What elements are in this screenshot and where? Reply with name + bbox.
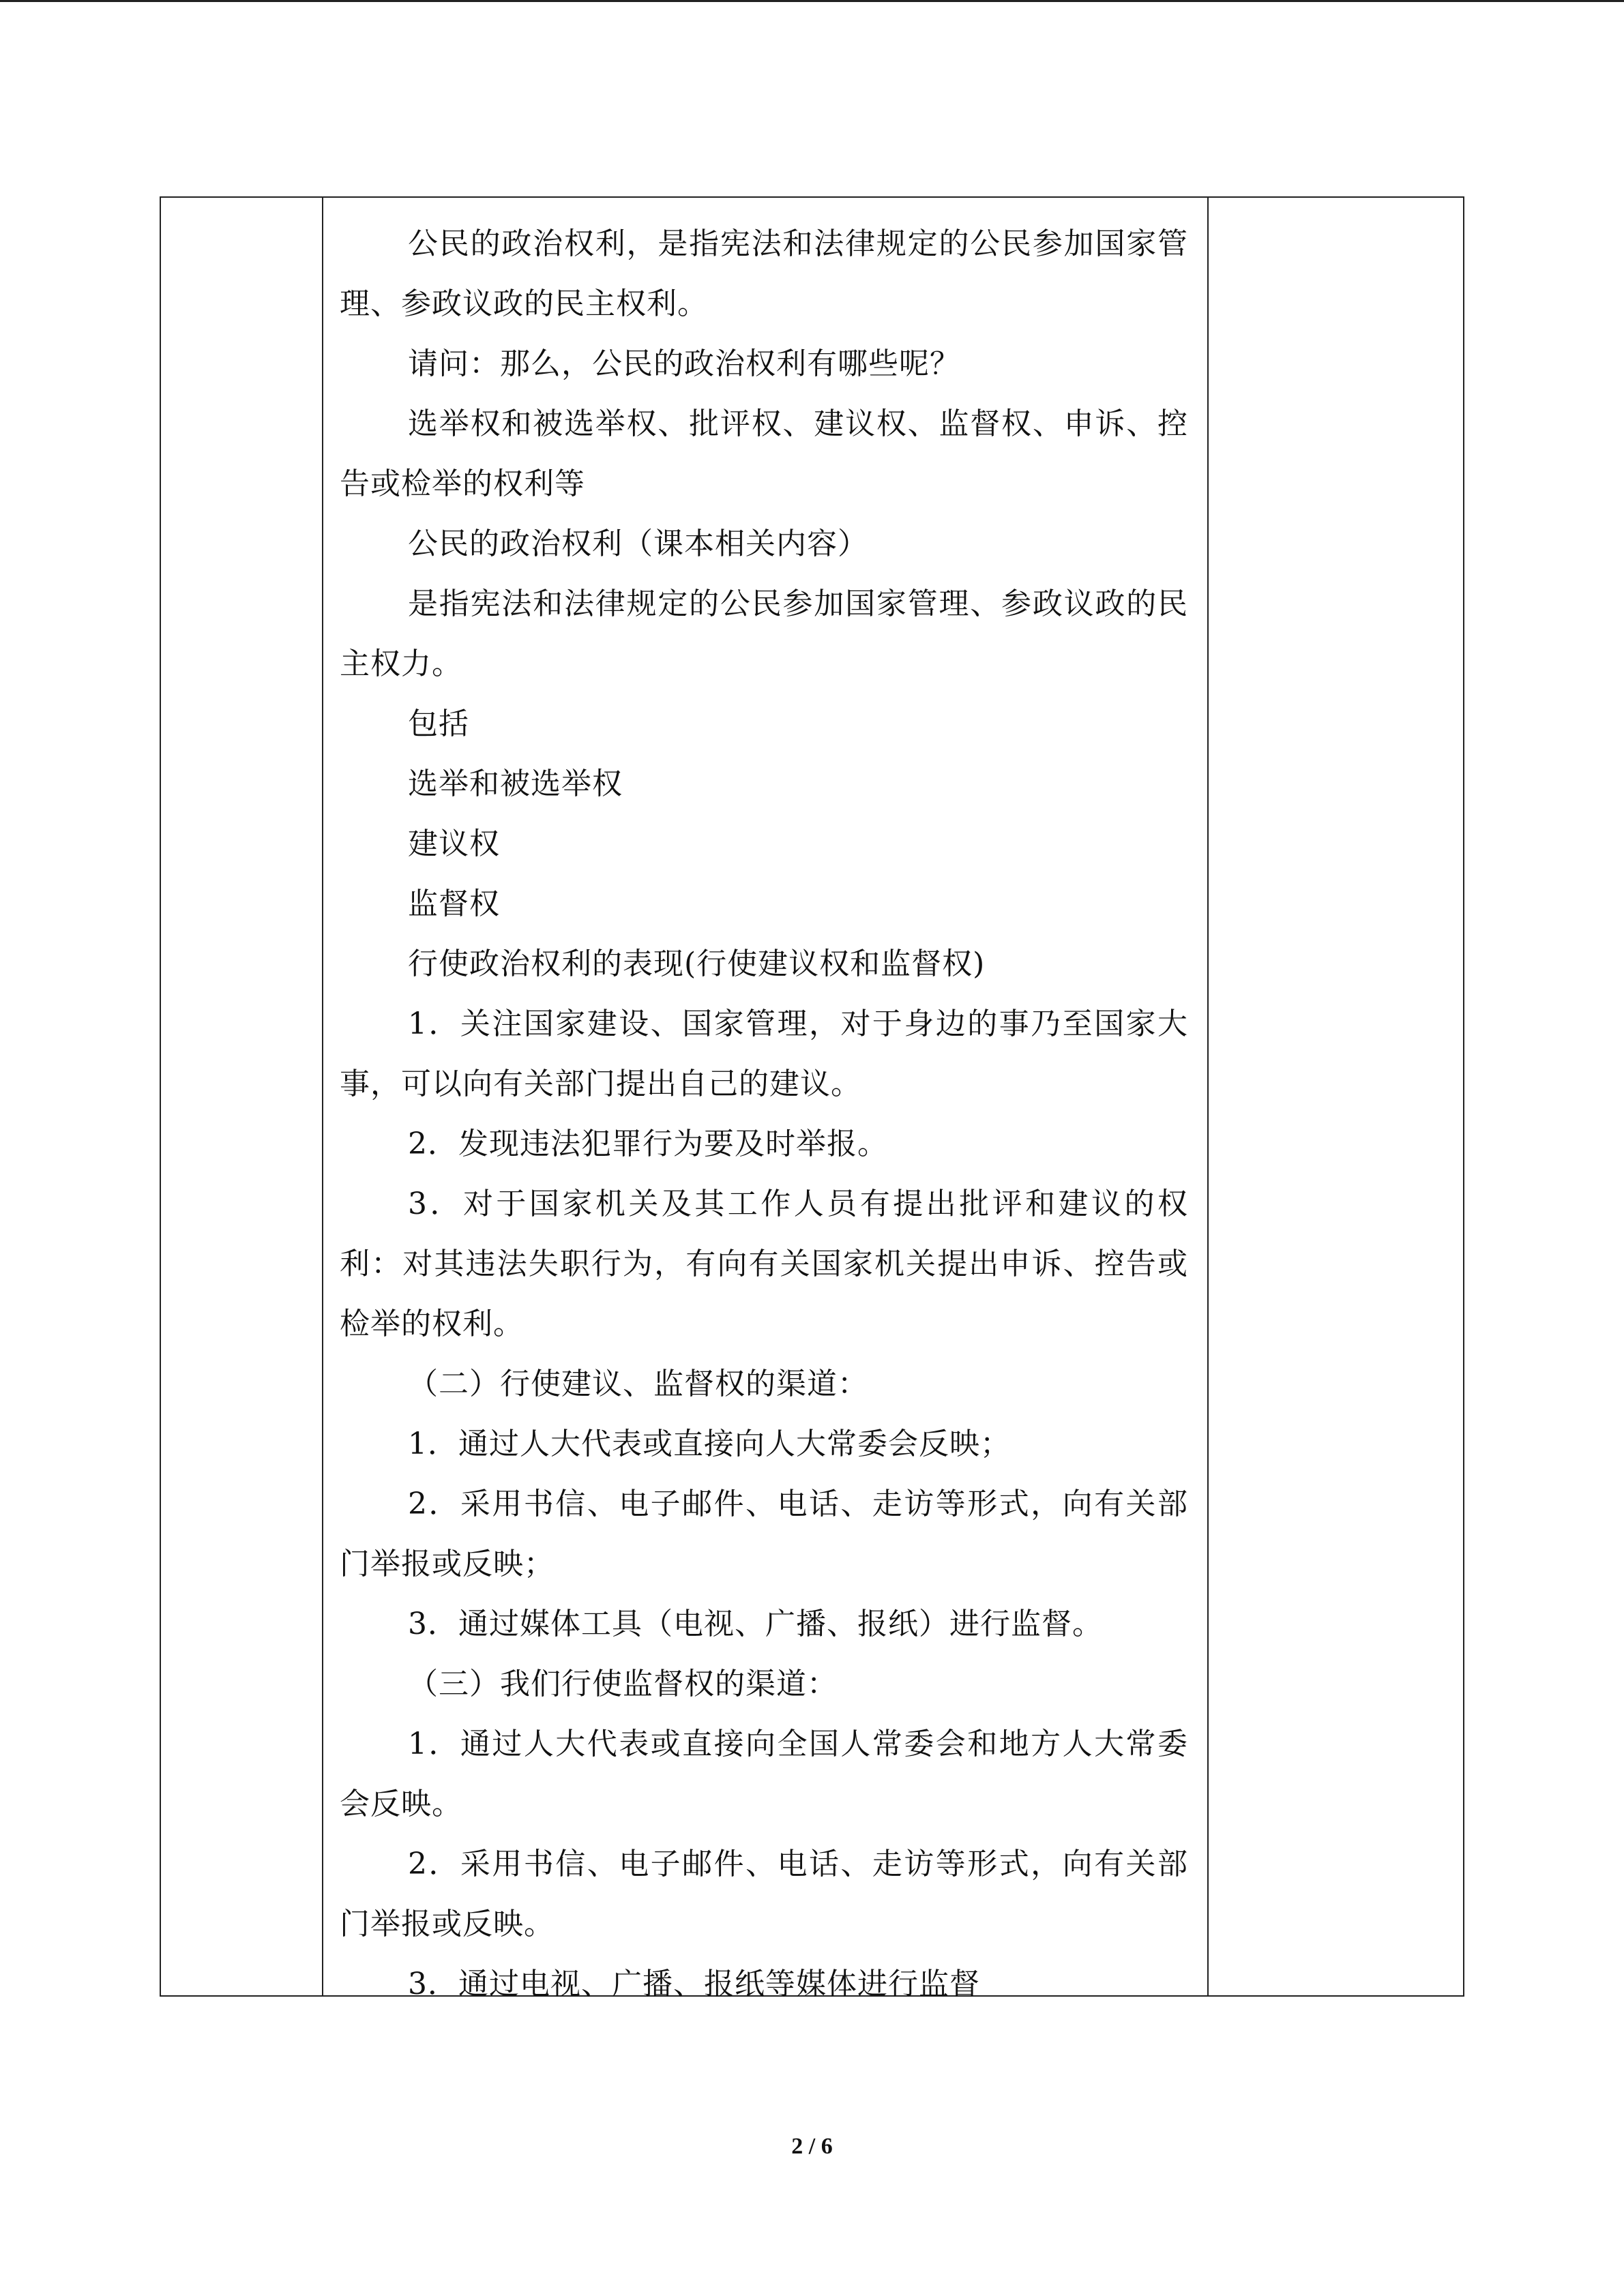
paragraph-answer: 选举权和被选举权、批评权、建议权、监督权、申诉、控告或检举的权利等 <box>340 406 1188 501</box>
paragraph-item-1: 1．关注国家建设、国家管理，对于身边的事乃至国家大事，可以向有关部门提出自己的建议。 <box>340 1007 1188 1101</box>
lesson-table <box>160 196 1464 2001</box>
paragraph-channel-3: 3．通过媒体工具（电视、广播、报纸）进行监督。 <box>408 1607 1103 1641</box>
paragraph-exercise-heading: 行使政治权利的表现(行使建议权和监督权) <box>408 946 986 981</box>
paragraph-supervision-right: 监督权 <box>408 886 500 921</box>
paragraph-supervision-channels-heading: （三）我们行使监督权的渠道： <box>408 1667 838 1701</box>
paragraph-suggestion-right: 建议权 <box>408 826 500 861</box>
top-border-line <box>0 0 1624 2</box>
paragraph-item-2: 2．发现违法犯罪行为要及时举报。 <box>408 1127 888 1161</box>
paragraph-channel-2: 2．采用书信、电子邮件、电话、走访等形式，向有关部门举报或反映； <box>340 1487 1188 1581</box>
paragraph-election-right: 选举和被选举权 <box>408 766 623 801</box>
paragraph-definition: 公民的政治权利，是指宪法和法律规定的公民参加国家管理、参政议政的民主权利。 <box>340 226 1188 321</box>
table-content-cell <box>323 198 1207 2001</box>
paragraph-supervision-channel-1: 1．通过人大代表或直接向全国人常委会和地方人大常委会反映。 <box>340 1727 1188 1821</box>
paragraph-question: 请问：那么，公民的政治权利有哪些呢？ <box>408 346 960 381</box>
paragraph-supervision-channel-3: 3．通过电视、广播、报纸等媒体进行监督 <box>408 1967 980 2001</box>
page-number: 2 / 6 <box>791 2134 833 2159</box>
paragraph-supervision-channel-2: 2．采用书信、电子邮件、电话、走访等形式，向有关部门举报或反映。 <box>340 1847 1188 1941</box>
paragraph-rights-definition: 是指宪法和法律规定的公民参加国家管理、参政议政的民主权力。 <box>340 586 1188 681</box>
paragraph-channels-heading: （二）行使建议、监督权的渠道： <box>408 1367 868 1401</box>
paragraph-item-3: 3．对于国家机关及其工作人员有提出批评和建议的权利：对其违法失职行为，有向有关国家机关提出申诉、控告或检举的权利。 <box>340 1187 1188 1341</box>
paragraph-channel-1: 1．通过人大代表或直接向人大常委会反映； <box>408 1427 1011 1461</box>
paragraph-includes: 包括 <box>408 706 469 741</box>
paragraph-heading-rights: 公民的政治权利（课本相关内容） <box>408 526 868 561</box>
table-column-divider-right <box>1207 198 1209 1995</box>
